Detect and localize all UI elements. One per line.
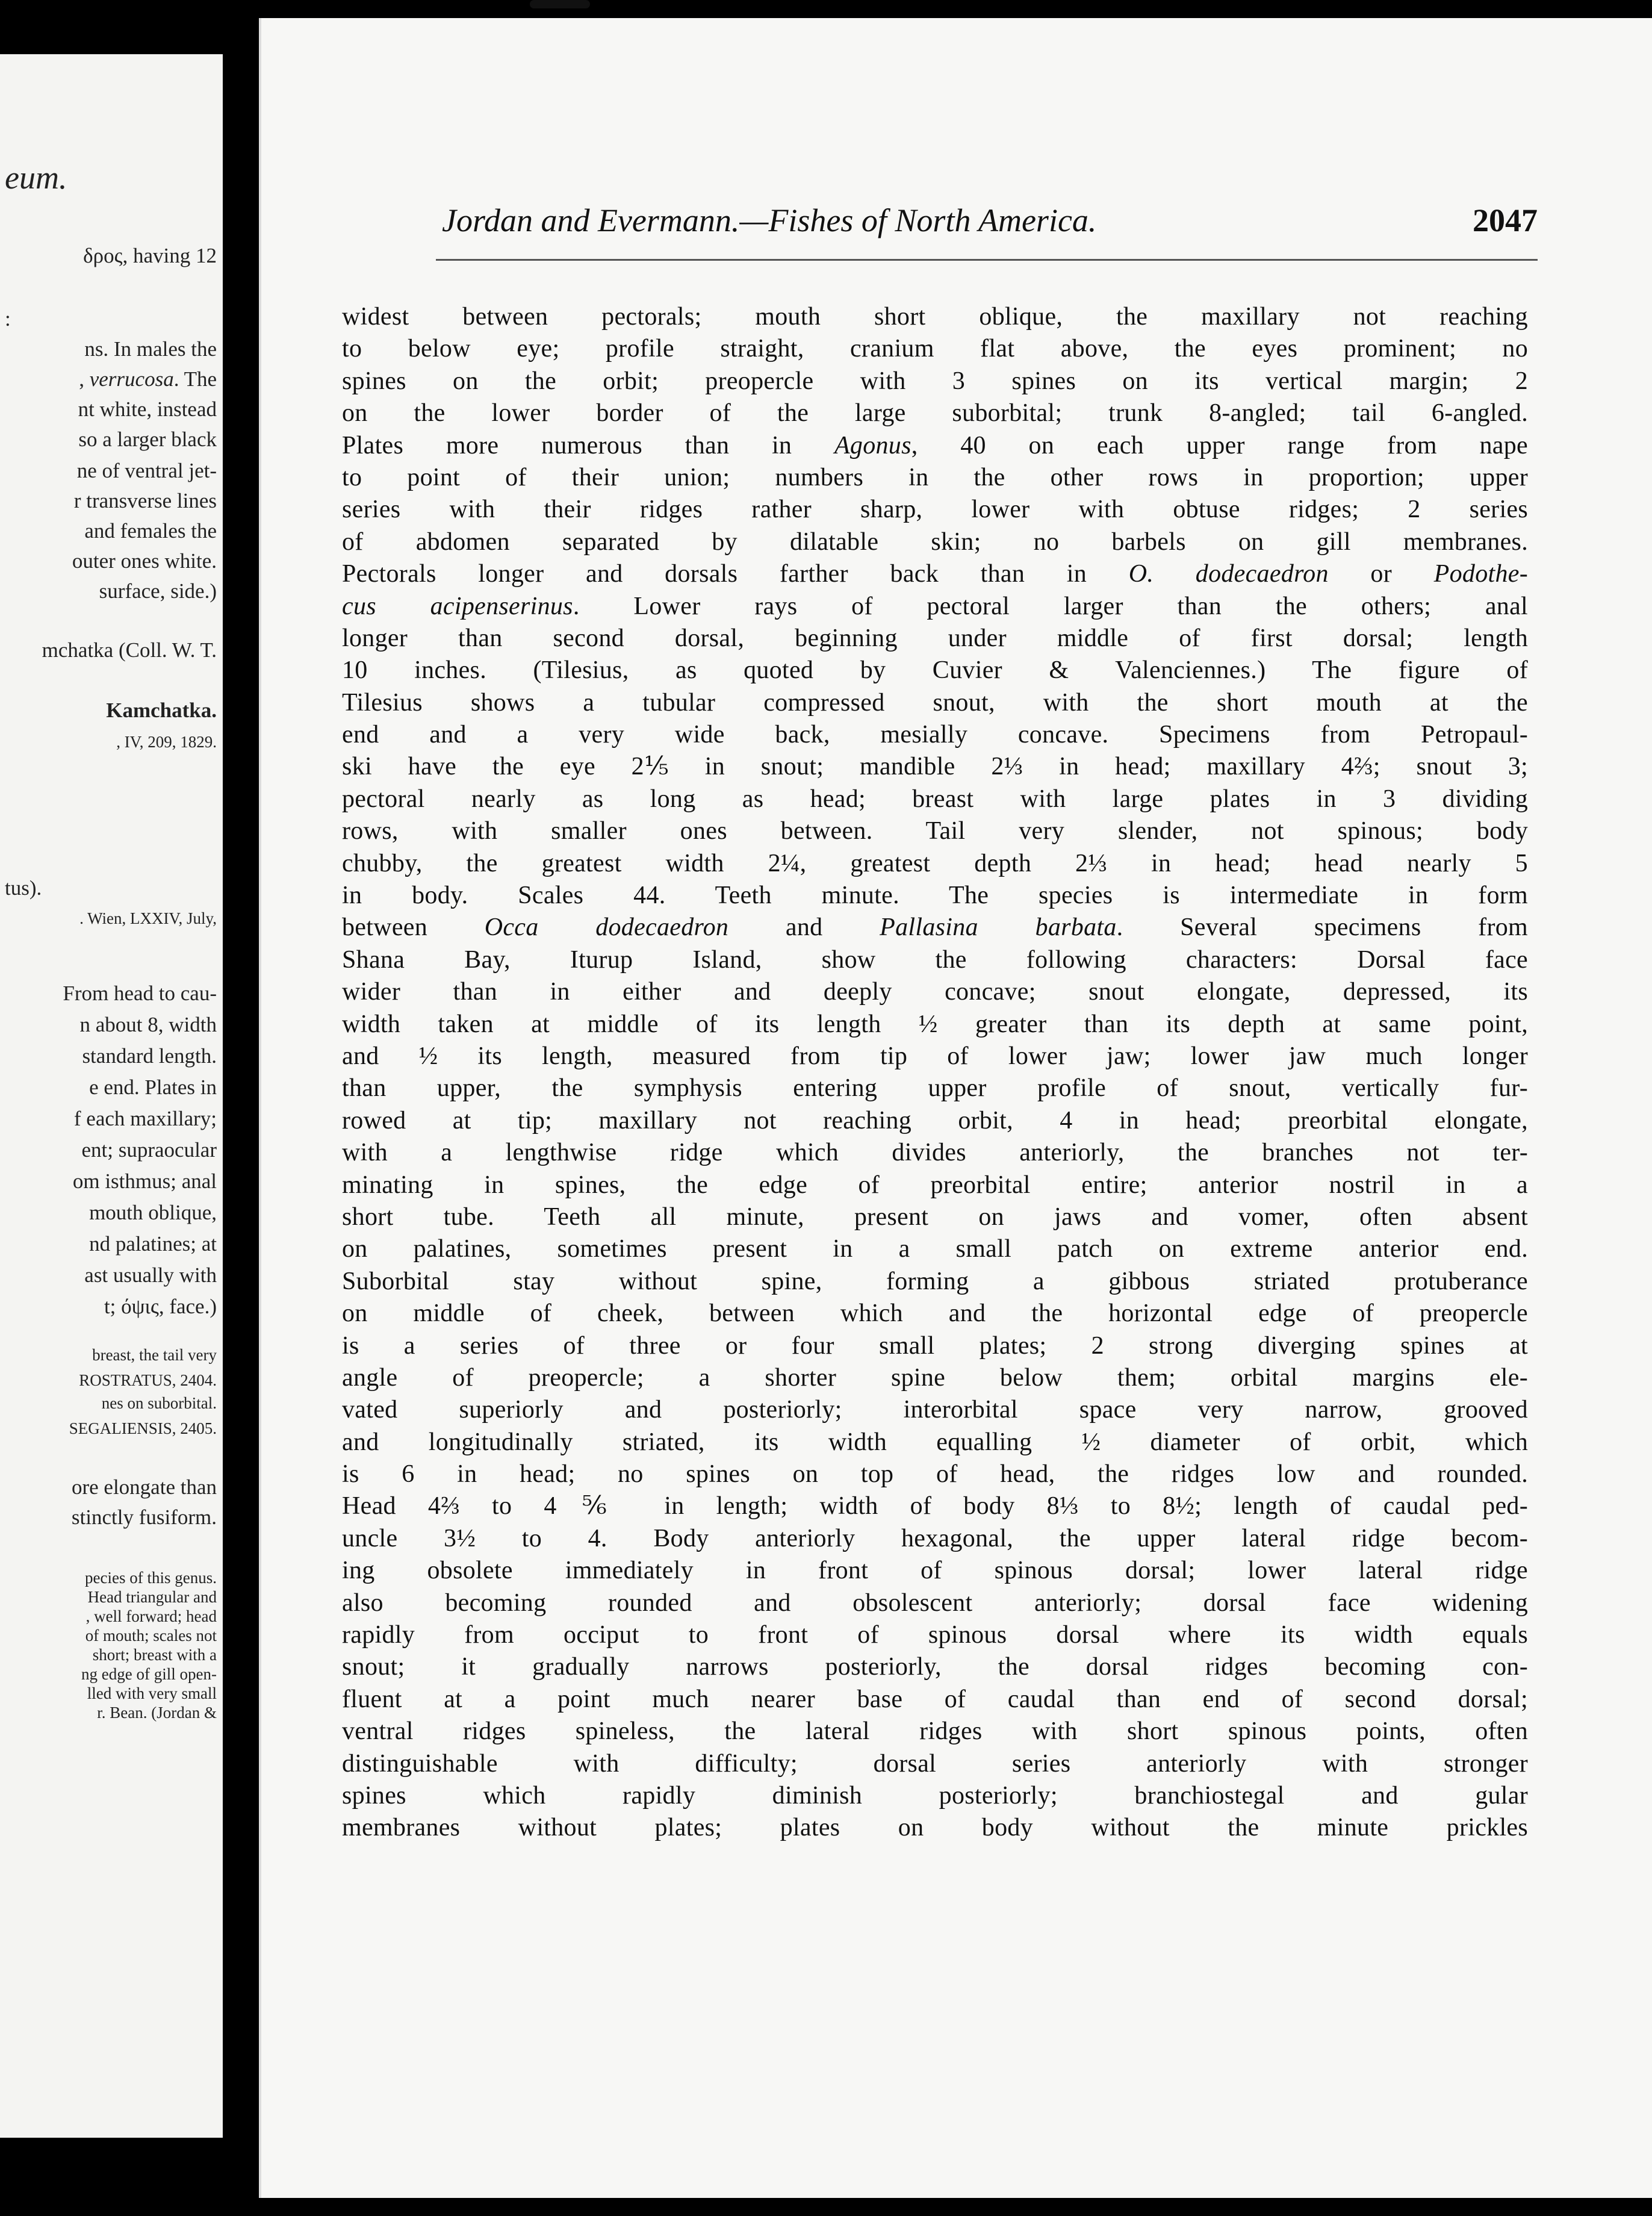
text-line: uncle 3½ to 4. Body anteriorly hexagonal, the upper lateral ridge becom-: [342, 1524, 1528, 1552]
text-line: longer than second dorsal, beginning under middle of first dorsal; length: [342, 624, 1528, 652]
scan-artifact: [530, 0, 590, 8]
text-line: ventral ridges spineless, the lateral ridges with short spinous points, often: [342, 1717, 1528, 1746]
facing-page-line: mchatka (Coll. W. T.: [42, 638, 217, 662]
facing-page-line: tus).: [5, 876, 42, 900]
body-text: [342, 301, 1528, 1844]
facing-page-line: ne of ventral jet-: [76, 459, 217, 482]
book-gutter: [223, 0, 259, 2216]
text-line: to below eye; profile straight, cranium flat above, the eyes prominent; no: [342, 335, 1528, 363]
facing-page-line: e end. Plates in: [89, 1075, 217, 1099]
text-line: on the lower border of the large suborbital; trunk 8-angled; tail 6-angled.: [342, 399, 1528, 428]
text-line: is 6 in head; no spines on top of head, the ridges low and rounded.: [342, 1460, 1528, 1489]
facing-page-line: nt white, instead: [78, 397, 217, 421]
text-line: membranes without plates; plates on body without the minute prickles: [342, 1814, 1528, 1842]
facing-page-line: r transverse lines: [73, 489, 217, 512]
text-line: and longitudinally striated, its width equalling ½ diameter of orbit, which: [342, 1428, 1528, 1456]
text-line: series with their ridges rather sharp, lower with obtuse ridges; 2 series: [342, 496, 1528, 524]
facing-page-line: mouth oblique,: [89, 1201, 217, 1224]
facing-page-line: f each maxillary;: [73, 1107, 217, 1130]
text-line: rowed at tip; maxillary not reaching orbit, 4 in head; preorbital elongate,: [342, 1106, 1528, 1134]
facing-page-line: lled with very small: [87, 1684, 217, 1702]
text-line: end and a very wide back, mesially concave. Specimens from Petropaul-: [342, 721, 1528, 749]
text-line: Tilesius shows a tubular compressed snout, with the short mouth at the: [342, 688, 1528, 717]
text-line: ing obsolete immediately in front of spinous dorsal; lower lateral ridge: [342, 1557, 1528, 1585]
facing-page-line: short; breast with a: [92, 1646, 217, 1664]
facing-page-line: nes on suborbital.: [101, 1394, 217, 1412]
text-line: short tube. Teeth all minute, present on jaws and vomer, often absent: [342, 1203, 1528, 1231]
text-line: in body. Scales 44. Teeth minute. The species is intermediate in form: [342, 882, 1528, 910]
running-title: Jordan and Evermann.—Fishes of North America.: [442, 202, 1097, 238]
text-line: Head 4⅔ to 4⅚ in length; width of body 8⅓ to 8½; length of caudal ped-: [342, 1492, 1528, 1520]
facing-page-line: of mouth; scales not: [85, 1626, 217, 1645]
text-line: Shana Bay, Iturup Island, show the following characters: Dorsal face: [342, 945, 1528, 974]
running-header: [442, 202, 1538, 244]
facing-page-line: r. Bean. (Jordan &: [97, 1704, 217, 1722]
text-line: chubby, the greatest width 2¼, greatest depth 2⅓ in head; head nearly 5: [342, 849, 1528, 877]
text-line: vated superiorly and posteriorly; interorbital space very narrow, grooved: [342, 1396, 1528, 1424]
facing-page-line: From head to cau-: [63, 982, 217, 1005]
text-line: of abdomen separated by dilatable skin; no barbels on gill membranes.: [342, 528, 1528, 556]
facing-page-line: ns. In males the: [84, 337, 217, 361]
facing-page-line: eum.: [5, 160, 67, 196]
book-page: [259, 18, 1652, 2198]
text-line: rows, with smaller ones between. Tail very slender, not spinous; body: [342, 817, 1528, 845]
facing-page-line: ROSTRATUS, 2404.: [79, 1371, 217, 1389]
text-line: widest between pectorals; mouth short oblique, the maxillary not reaching: [342, 303, 1528, 331]
text-line: also becoming rounded and obsolescent anteriorly; dorsal face widening: [342, 1589, 1528, 1617]
text-line: Suborbital stay without spine, forming a gibbous striated protuberance: [342, 1267, 1528, 1295]
facing-page-line: outer ones white.: [72, 549, 217, 573]
facing-page-line: so a larger black: [78, 428, 217, 451]
text-line: minating in spines, the edge of preorbital entire; anterior nostril in a: [342, 1171, 1528, 1199]
text-line: Plates more numerous than in Agonus, 40 on each upper range from nape: [342, 431, 1528, 459]
facing-page-line: ent; supraocular: [81, 1138, 217, 1162]
text-line: fluent at a point much nearer base of caudal than end of second dorsal;: [342, 1685, 1528, 1713]
facing-page-line: ast usually with: [84, 1263, 217, 1287]
facing-page-line: Head triangular and: [87, 1588, 217, 1606]
facing-page-line: ore elongate than: [71, 1475, 217, 1499]
header-rule: [436, 259, 1538, 261]
text-line: spines on the orbit; preopercle with 3 spines on its vertical margin; 2: [342, 367, 1528, 395]
text-line: angle of preopercle; a shorter spine below them; orbital margins ele-: [342, 1363, 1528, 1392]
facing-page-line: , well forward; head: [85, 1607, 217, 1625]
facing-page-line: breast, the tail very: [92, 1346, 217, 1364]
text-line: distinguishable with difficulty; dorsal series anteriorly with stronger: [342, 1749, 1528, 1778]
facing-page-line: SEGALIENSIS, 2405.: [69, 1419, 217, 1437]
facing-page-line: ng edge of gill open-: [81, 1665, 217, 1683]
text-line: 10 inches. (Tilesius, as quoted by Cuvier & Valenciennes.) The figure of: [342, 656, 1528, 685]
text-line: ski have the eye 2⅕ in snout; mandible 2⅓ in head; maxillary 4⅔; snout 3;: [342, 753, 1528, 781]
text-line: to point of their union; numbers in the other rows in proportion; upper: [342, 463, 1528, 491]
facing-page-line: :: [5, 307, 11, 331]
text-line: spines which rapidly diminish posteriorly; branchiostegal and gular: [342, 1781, 1528, 1810]
facing-page-line: surface, side.): [99, 579, 217, 603]
text-line: than upper, the symphysis entering upper profile of snout, vertically fur-: [342, 1074, 1528, 1103]
text-line: between Occa dodecaedron and Pallasina barbata. Several specimens from: [342, 913, 1528, 942]
text-line: on palatines, sometimes present in a small patch on extreme anterior end.: [342, 1235, 1528, 1263]
facing-page-line: δρος, having 12: [83, 244, 217, 267]
facing-page-line: . Wien, LXXIV, July,: [79, 909, 217, 927]
text-line: and ½ its length, measured from tip of lower jaw; lower jaw much longer: [342, 1042, 1528, 1070]
text-line: cus acipenserinus. Lower rays of pectoral larger than the others; anal: [342, 592, 1528, 620]
text-line: wider than in either and deeply concave; snout elongate, depressed, its: [342, 978, 1528, 1006]
text-line: width taken at middle of its length ½ greater than its depth at same point,: [342, 1010, 1528, 1038]
text-line: snout; it gradually narrows posteriorly, the dorsal ridges becoming con-: [342, 1653, 1528, 1681]
text-line: with a lengthwise ridge which divides anteriorly, the branches not ter-: [342, 1139, 1528, 1167]
page-number: 2047: [1473, 202, 1538, 238]
facing-page-line: standard length.: [82, 1044, 217, 1068]
text-line: pectoral nearly as long as head; breast with large plates in 3 dividing: [342, 785, 1528, 813]
text-line: rapidly from occiput to front of spinous dorsal where its width equals: [342, 1621, 1528, 1649]
text-line: is a series of three or four small plates; 2 strong diverging spines at: [342, 1331, 1528, 1360]
facing-page-line: Kamchatka.: [106, 699, 217, 722]
facing-page-fragment: [0, 54, 223, 2138]
facing-page-line: pecies of this genus.: [85, 1569, 217, 1587]
text-line: Pectorals longer and dorsals farther back than in O. dodecaedron or Podothe-: [342, 560, 1528, 588]
facing-page-line: t; όψις, face.): [104, 1295, 217, 1318]
facing-page-line: om isthmus; anal: [72, 1169, 217, 1193]
facing-page-line: nd palatines; at: [89, 1232, 217, 1256]
facing-page-line: and females the: [84, 519, 217, 543]
facing-page-line: stinctly fusiform.: [71, 1505, 217, 1529]
facing-page-line: , verrucosa. The: [79, 367, 217, 391]
facing-page-line: n about 8, width: [79, 1013, 217, 1036]
facing-page-line: , IV, 209, 1829.: [116, 733, 217, 751]
text-line: on middle of cheek, between which and the horizontal edge of preopercle: [342, 1299, 1528, 1328]
